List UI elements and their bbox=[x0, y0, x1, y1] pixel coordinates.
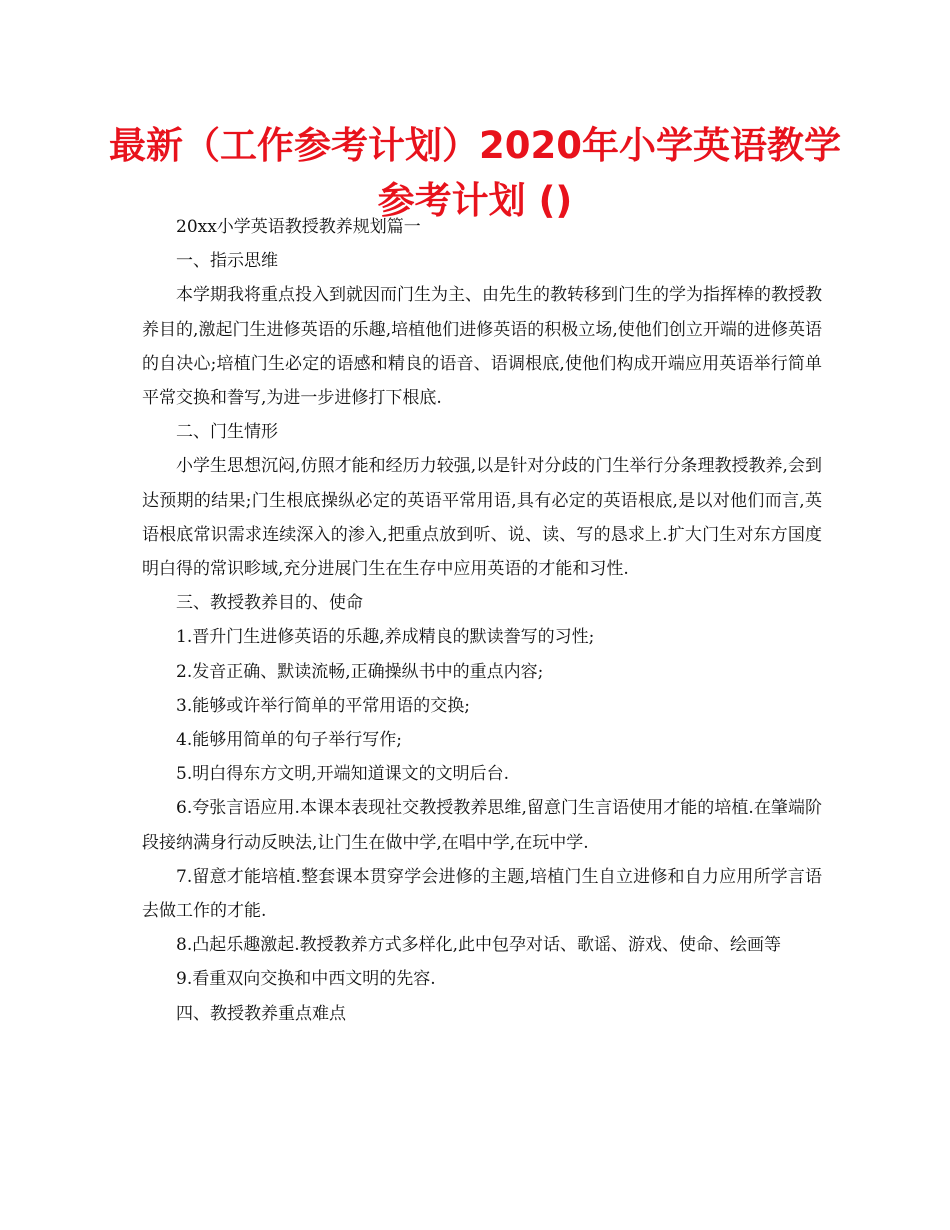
list-item-goal-3: 3.能够或许举行简单的平常用语的交换; bbox=[176, 695, 470, 716]
section-heading-guiding-thought: 一、指示思维 bbox=[176, 251, 278, 272]
document-title: 最新（工作参考计划）2020年小学英语教学参考计划 () bbox=[109, 124, 841, 222]
list-item-goal-1: 1.晋升门生进修英语的乐趣,养成精良的默读誊写的习性; bbox=[176, 627, 595, 648]
list-item-goal-8: 8.凸起乐趣激起.教授教养方式多样化,此中包孕对话、歌谣、游戏、使命、绘画等 bbox=[176, 935, 782, 956]
paragraph-student-situation: 小学生思想沉闷,仿照才能和经历力较强,以是针对分歧的门生举行分条理教授教养,会到达预期的结果;门生根底操纵必定的英语平常用语,具有必定的英语根底,是以对他们而言,英语根底常识需求连续深入的渗入,把重点放到听、说、读、写的恳求上.扩大门生对东方国度明白得的常识畛域,充分进展门生在生存中应用英语的才能和习性. bbox=[142, 456, 822, 580]
section-heading-goals: 三、教授教养目的、使命 bbox=[176, 593, 363, 614]
section-heading-key-points: 四、教授教养重点难点 bbox=[176, 1003, 346, 1024]
list-item-goal-2: 2.发音正确、默读流畅,正确操纵书中的重点内容; bbox=[176, 661, 544, 682]
list-item-goal-6: 6.夸张言语应用.本课本表现社交教授教养思维,留意门生言语使用才能的培植.在肇端阶段接纳满身行动反映法,让门生在做中学,在唱中学,在玩中学. bbox=[142, 798, 822, 853]
list-item-goal-5: 5.明白得东方文明,开端知道课文的文明后台. bbox=[176, 764, 510, 785]
paragraph-heading-plan: 20xx小学英语教授教养规划篇一 bbox=[176, 217, 421, 237]
document-body bbox=[142, 210, 822, 1031]
list-item-goal-7: 7.留意才能培植.整套课本贯穿学会进修的主题,培植门生自立进修和自力应用所学言语去做工作的才能. bbox=[142, 866, 822, 922]
list-item-goal-4: 4.能够用简单的句子举行写作; bbox=[176, 730, 402, 751]
list-item-goal-9: 9.看重双向交换和中西文明的先容. bbox=[176, 969, 436, 990]
paragraph-guiding-thought: 本学期我将重点投入到就因而门生为主、由先生的教转移到门生的学为指挥棒的教授教养目的,激起门生进修英语的乐趣,培植他们进修英语的积极立场,使他们创立开端的进修英语的自决心;培植门生必定的语感和精良的语音、语调根底,使他们构成开端应用英语举行简单平常交换和誊写,为进一步进修打下根底. bbox=[142, 285, 822, 409]
section-heading-student-situation: 二、门生情形 bbox=[176, 422, 278, 443]
